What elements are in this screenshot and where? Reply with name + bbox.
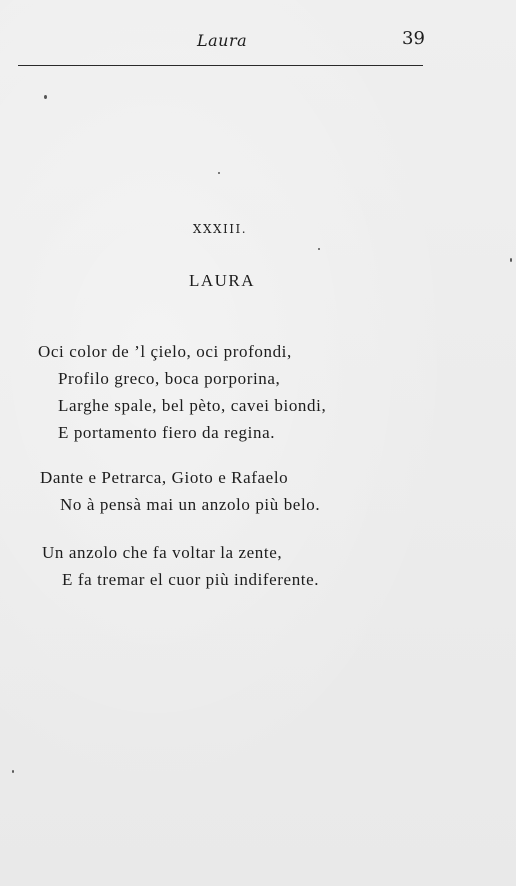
scan-speck [218,172,220,174]
verse-line: No à pensà mai un anzolo più belo. [60,495,321,514]
running-title: Laura [197,31,248,50]
page-header [0,28,516,56]
scan-speck [12,770,14,773]
verse-line: Dante e Petrarca, Gioto e Rafaelo [40,468,289,487]
verse-line: Profilo greco, boca porporina, [58,369,281,388]
poem-title: LAURA [188,271,256,290]
verse-line: E portamento fiero da regina. [58,423,276,442]
verse-line: E fa tremar el cuor più indiferente. [62,570,320,589]
verse-line: Un anzolo che fa voltar la zente, [42,543,283,562]
scan-speck [44,95,47,99]
poem-number: XXXIII. [192,222,248,236]
verse-line: Larghe spale, bel pèto, cavei biondi, [58,396,327,415]
verse-line: Oci color de ’l çielo, oci profondi, [38,342,292,361]
header-rule [18,65,423,66]
page-number: 39 [402,28,425,49]
scan-speck [510,258,512,262]
scan-speck [318,248,320,250]
